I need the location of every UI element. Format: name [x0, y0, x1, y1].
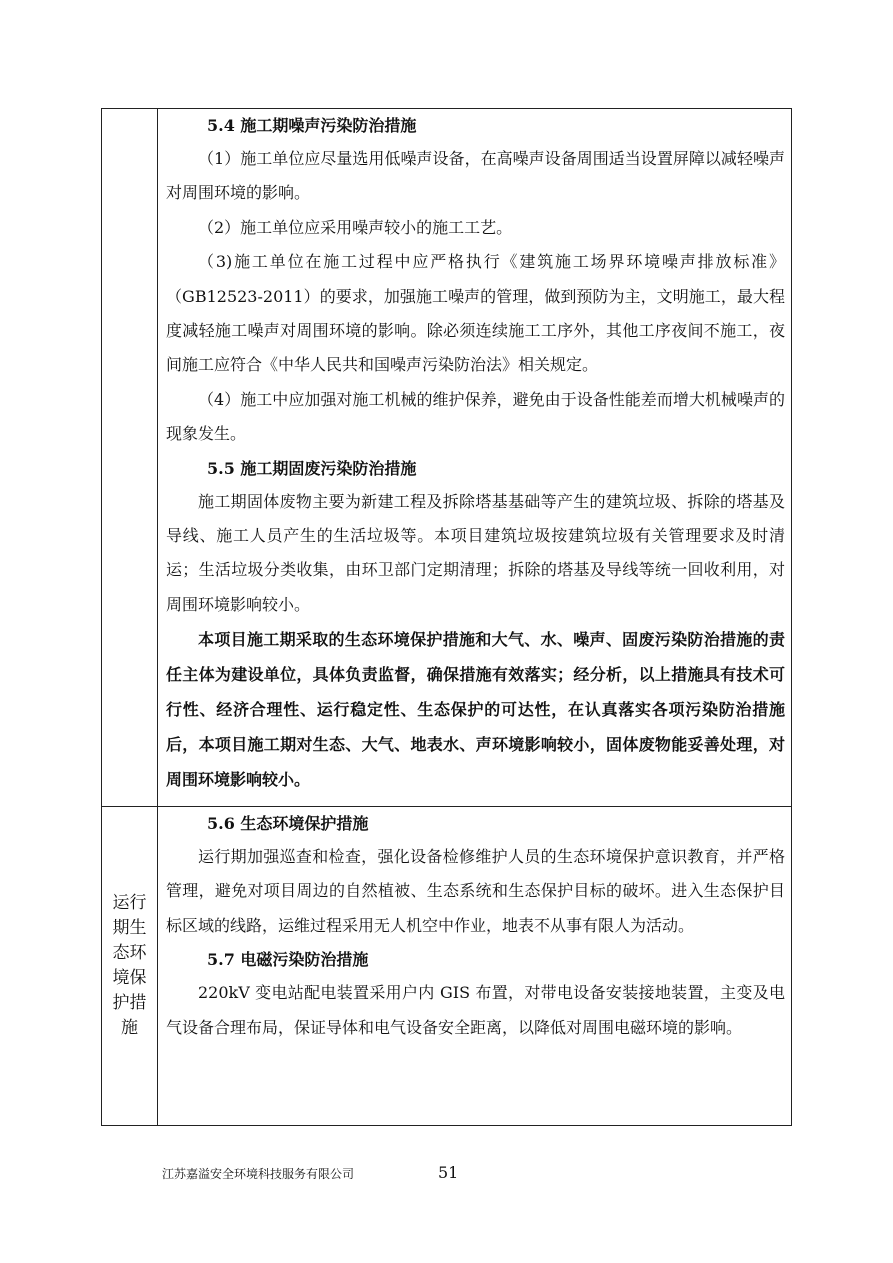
company-name: 江苏嘉溢安全环境科技服务有限公司: [162, 1167, 355, 1181]
section-heading-5-7: 5.7 电磁污染防治措施: [207, 950, 369, 970]
page-footer: [0, 1163, 893, 1187]
paragraph-noise-1: （1）施工单位应尽量选用低噪声设备，在高噪声设备周围适当设置屏障以减轻噪声对周围环境的影响。: [166, 149, 785, 203]
paragraph-noise-4: （4）施工中应加强对施工机械的维护保养，避免由于设备性能差而增大机械噪声的现象发生。: [166, 389, 785, 444]
label-cell-operation: [102, 807, 158, 1126]
content-table: [101, 108, 792, 1126]
table-row-operation: [102, 807, 792, 1126]
section-heading-5-4: 5.4 施工期噪声污染防治措施: [207, 116, 417, 135]
row-label: 运行期生态环境保护措施: [112, 893, 147, 1038]
paragraph-noise-2: （2）施工单位应采用噪声较小的施工工艺。: [198, 217, 513, 237]
page-number: 51: [438, 1163, 459, 1182]
paragraph-noise-3: （3)施工单位在施工过程中应严格执行《建筑施工场界环境噪声排放标准》（GB12523-2011）的要求，加强施工噪声的管理，做到预防为主，文明施工，最大程度减轻施工噪声对周围环境的影响。除必须连续施工工序外，其他工序夜间不施工，夜间施工应符合《中华人民共和国噪声污染防治法》相关规定。: [166, 252, 785, 375]
section-heading-5-5: 5.5 施工期固废污染防治措施: [207, 458, 417, 478]
section-heading-5-6: 5.6 生态环境保护措施: [207, 814, 369, 833]
paragraph-conclusion: 本项目施工期采取的生态环境保护措施和大气、水、噪声、固废污染防治措施的责任主体为建设单位，具体负责监督，确保措施有效落实；经分析，以上措施具有技术可行性、经济合理性、运行稳定性、生态保护的可达性，在认真落实各项污染防治措施后，本项目施工期对生态、大气、地表水、声环境影响较小，固体废物能妥善处理，对周围环境影响较小。: [166, 630, 785, 790]
content-cell-operation: [158, 807, 792, 1126]
table-row-construction: [102, 109, 792, 807]
paragraph-electromagnetic: 220kV 变电站配电装置采用户内 GIS 布置，对带电设备安装接地装置，主变及电气设备合理布局，保证导体和电气设备安全距离，以降低对周围电磁环境的影响。: [166, 983, 785, 1037]
label-cell-empty: [102, 109, 158, 807]
paragraph-ecology: 运行期加强巡查和检查，强化设备检修维护人员的生态环境保护意识教育，并严格管理，避免对项目周边的自然植被、生态系统和生态保护目标的破坏。进入生态保护目标区域的线路，运维过程采用无人机空中作业，地表不从事有限人为活动。: [166, 847, 785, 935]
paragraph-solid-waste: 施工期固体废物主要为新建工程及拆除塔基基础等产生的建筑垃圾、拆除的塔基及导线、施工人员产生的生活垃圾等。本项目建筑垃圾按建筑垃圾有关管理要求及时清运；生活垃圾分类收集，由环卫部门定期清理；拆除的塔基及导线等统一回收利用，对周围环境影响较小。: [166, 491, 785, 614]
content-cell-construction: [158, 109, 792, 807]
